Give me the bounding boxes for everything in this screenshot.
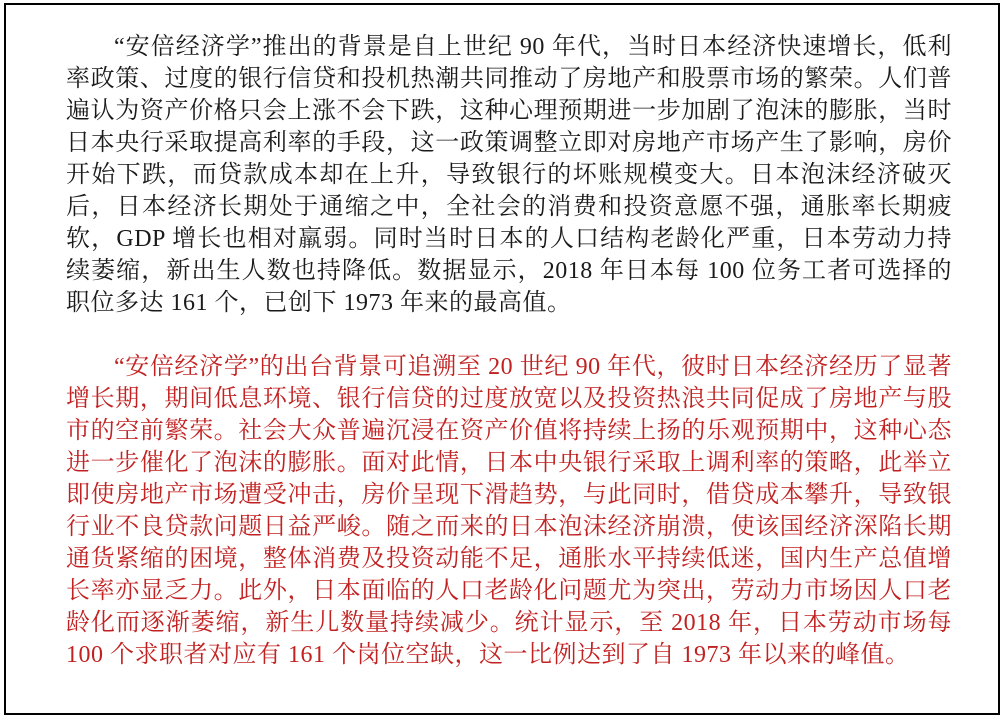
document-page: [4, 3, 1000, 715]
paragraph-rewritten: “安倍经济学”的出台背景可追溯至 20 世纪 90 年代，彼时日本经济经历了显著增长期，期间低息环境、银行信贷的过度放宽以及投资热浪共同促成了房地产与股市的空前繁荣。社会大众普遍沉浸在资产价值将持续上扬的乐观预期中，这种心态进一步催化了泡沫的膨胀。面对此情，日本中央银行采取上调利率的策略，此举立即使房地产市场遭受冲击，房价呈现下滑趋势，与此同时，借贷成本攀升，导致银行业不良贷款问题日益严峻。随之而来的日本泡沫经济崩溃，使该国经济深陷长期通货紧缩的困境，整体消费及投资动能不足，通胀水平持续低迷，国内生产总值增长率亦显乏力。此外，日本面临的人口老龄化问题尤为突出，劳动力市场因人口老龄化而逐渐萎缩，新生儿数量持续减少。统计显示，至 2018 年，日本劳动市场每 100 个求职者对应有 161 个岗位空缺，这一比例达到了自 1973 年以来的峰值。: [66, 354, 952, 668]
paragraph-original: “安倍经济学”推出的背景是自上世纪 90 年代，当时日本经济快速增长，低利率政策、过度的银行信贷和投机热潮共同推动了房地产和股票市场的繁荣。人们普遍认为资产价格只会上涨不会下跌，这种心理预期进一步加剧了泡沫的膨胀，当时日本央行采取提高利率的手段，这一政策调整立即对房地产市场产生了影响，房价开始下跌，而贷款成本却在上升，导致银行的坏账规模变大。日本泡沫经济破灭后，日本经济长期处于通缩之中，全社会的消费和投资意愿不强，通胀率长期疲软，GDP 增长也相对羸弱。同时当时日本的人口结构老龄化严重，日本劳动力持续萎缩，新出生人数也持降低。数据显示，2018 年日本每 100 位务工者可选择的职位多达 161 个，已创下 1973 年来的最高值。: [66, 34, 952, 316]
document-content: [6, 5, 998, 671]
